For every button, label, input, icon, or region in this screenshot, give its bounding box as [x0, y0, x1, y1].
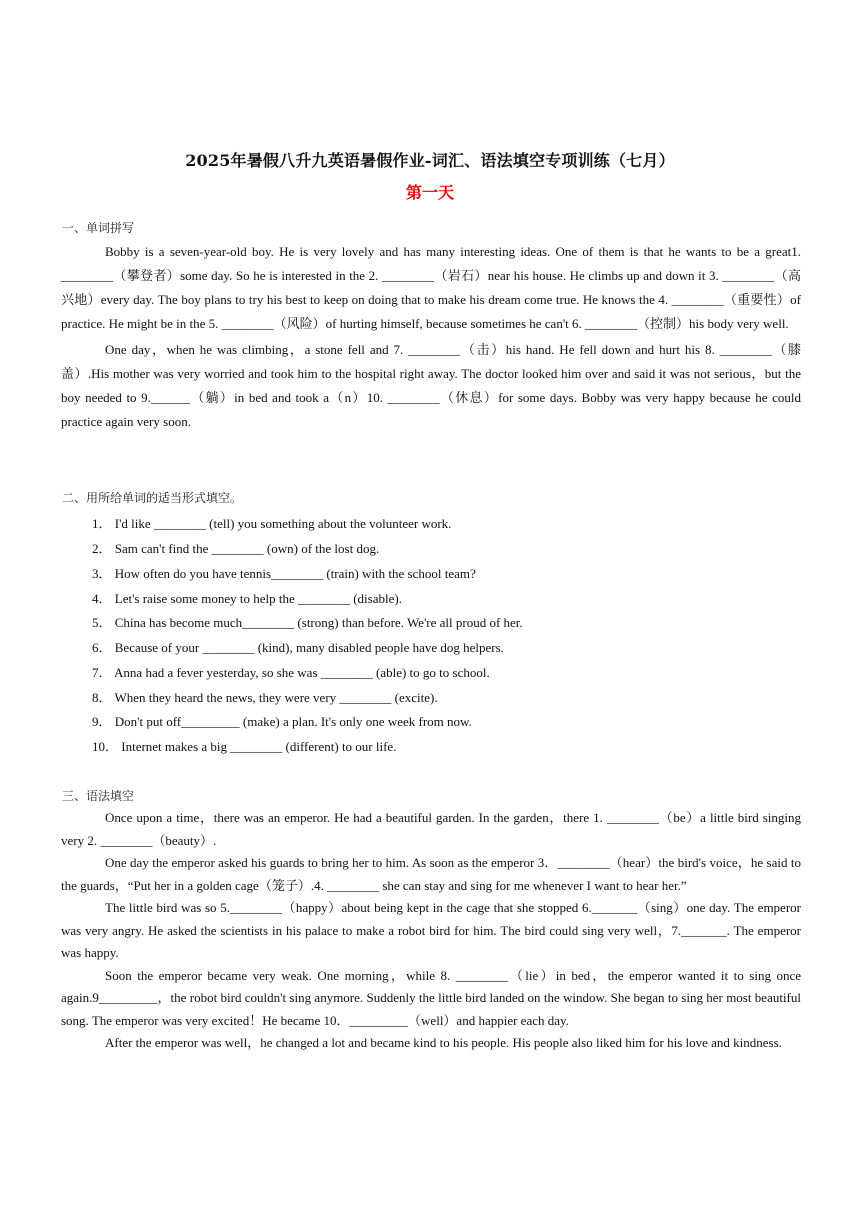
section-3-heading: 三、语法填空: [62, 789, 135, 803]
section-3-paragraph: Soon the emperor became very weak. One morning，while 8. ________（lie）in bed，the emperor wanted it to sing once again.9_________，the robot bird couldn't sing anymore. Suddenly the little bird landed on the window. She began to sing her most beautiful song. The emperor was very excited！He became 10．_________（well）and happier each day.: [61, 967, 801, 1028]
exercise-item: 9． Don't put off_________ (make) a plan. It's only one week from now.: [92, 714, 472, 729]
exercise-item: 5． China has become much________ (strong) than before. We're all proud of her.: [92, 615, 523, 630]
section-2-heading: 二、用所给单词的适当形式填空。: [62, 491, 243, 505]
section-1-heading: 一、单词拼写: [62, 221, 135, 235]
exercise-item: 2． Sam can't find the ________ (own) of the lost dog.: [92, 541, 380, 556]
exercise-item: 1． I'd like ________ (tell) you something about the volunteer work.: [92, 516, 452, 531]
exercise-item: 4． Let's raise some money to help the ________ (disable).: [92, 591, 402, 606]
section-3-paragraph: The little bird was so 5.________（happy）about being kept in the cage that she stopped 6._______（sing）one day. The emperor was very angry. He asked the scientists in his palace to make a robot bird for him. The bird could sing very well，7._______. The emperor was happy.: [61, 900, 801, 960]
page-subtitle: 第一天: [405, 183, 454, 202]
exercise-item: 7． Anna had a fever yesterday, so she was ________ (able) to go to school.: [92, 665, 490, 680]
exercise-item: 6． Because of your ________ (kind), many disabled people have dog helpers.: [92, 640, 504, 655]
page-title: 2025年暑假八升九英语暑假作业-词汇、语法填空专项训练（七月）: [185, 151, 675, 170]
section-1-paragraph: Bobby is a seven-year-old boy. He is very lovely and has many interesting ideas. One of them is that he wants to be a great1. ________（攀登者）some day. So he is interested in the 2. ________（岩石）near his house. He climbs up and down it 3. ________（高兴地）every day. The boy plans to try his best to keep on doing that to make his dream come true. He knows the 4. ________（重要性）of practice. He might be in the 5. ________（风险）of hurting himself, because sometimes he can't 6. ________（控制）his body very well.: [61, 244, 801, 331]
section-3-paragraph: After the emperor was well，he changed a lot and became kind to his people. His people also liked him for his love and kindness.: [105, 1035, 782, 1050]
section-3-paragraph: Once upon a time，there was an emperor. He had a beautiful garden. In the garden，there 1. ________（be）a little bird singing very 2. ________（beauty）.: [61, 810, 801, 848]
exercise-item: 8． When they heard the news, they were very ________ (excite).: [92, 690, 438, 705]
section-1-paragraph: One day，when he was climbing，a stone fell and 7. ________（击）his hand. He fell down and hurt his 8. ________（膝盖）.His mother was very worried and took him to the hospital right away. The doctor looked him over and said it was not serious，but the boy needed to 9.______（躺）in bed and took a（n）10. ________（休息）for some days. Bobby was very happy because he could practice again very soon.: [61, 342, 801, 429]
exercise-item: 10． Internet makes a big ________ (different) to our life.: [92, 739, 397, 754]
section-3-paragraph: One day the emperor asked his guards to bring her to him. As soon as the emperor 3．________（hear）the bird's voice，he said to the guards，“Put her in a golden cage（笼子）.4. ________ she can stay and sing for me whenever I want to hear her.”: [61, 855, 801, 893]
exercise-item: 3． How often do you have tennis________ (train) with the school team?: [92, 566, 476, 581]
section-3-passage: [61, 807, 801, 1055]
section-1-passage: [61, 240, 801, 434]
